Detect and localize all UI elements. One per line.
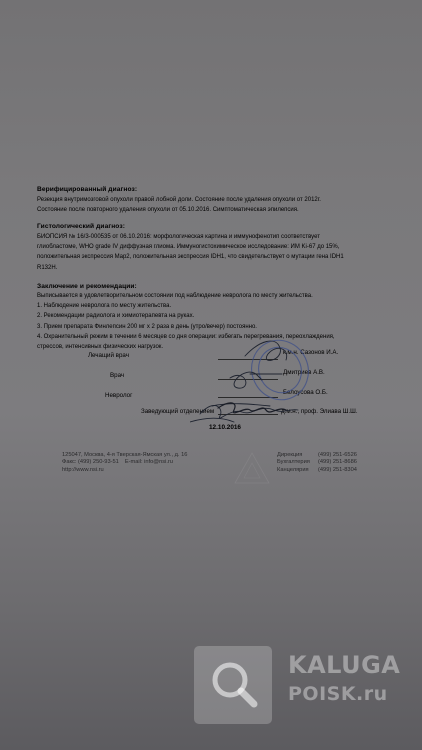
conclusion-line: 1. Наблюдение невролога по месту жительства. [37,303,172,310]
histology-heading: Гистологический диагноз: [37,223,125,230]
diagnosis-text [37,195,321,215]
footer-address-block [62,452,187,474]
faint-logo-icon [232,450,272,486]
signature-role-neurologist: Невролог [105,392,133,399]
diagnosis-line: Резекция внутримозговой опухоли правой лобной доли. Состояние после удаления опухоли от 2012г. [37,197,321,203]
watermark [194,646,422,740]
signature-name-head: д.м.н., проф. Элиава Ш.Ш. [281,408,358,415]
histology-text [37,232,344,273]
footer-contact-label: Канцелярия [277,466,309,473]
footer-contact-label: Дирекция [277,452,303,458]
diagnosis-line: Состояние после повторного удаления опухоли от 05.10.2016. Симптоматическая эпилепсия. [37,207,299,214]
footer-fax: Факс: (499) 250-93-51 [62,459,119,466]
signature-role-attending: Лечащий врач [88,352,129,359]
conclusion-line: стрессов, интенсивных физических нагрузок. [37,344,164,351]
watermark-line2: POISK.ru [288,683,388,705]
histology-line: БИОПСИЯ № 16/3-000535 от 06.10.2016: морфологическая картина и иммунофенотип соответствует [37,234,320,240]
document-date: 12.10.2016 [209,424,241,431]
footer-contact-phone: (499) 251-6526 [318,452,357,458]
signatures-stamp-graphic [190,318,400,440]
histology-line: положительная экспрессия Map2, положительная экспрессия IDH1, что свидетельствует о мутации гена IDH1 [37,254,344,261]
footer-contact-row [277,459,357,466]
footer-site: http://www.nsi.ru [62,466,104,473]
histology-line: R132H. [37,264,58,271]
diagnosis-heading: Верифицированный диагноз: [37,186,138,193]
footer-address: 125047, Москва, 4-я Тверская-Ямская ул., д. 16 [62,452,188,458]
conclusion-line: 2. Рекомендации радиолога и химиотерапевта на руках. [37,313,195,320]
footer-contact-row [277,452,357,459]
footer-contact-row [277,467,357,474]
conclusion-heading: Заключение и рекомендации: [37,283,137,290]
signature-name-neurologist: Белоусова О.Б. [283,389,328,396]
footer-contact-phone: (499) 251-8686 [318,459,357,466]
watermark-line1: KALUGA [288,651,401,679]
conclusion-line: 3. Прием препарата Финлепсин 200 мг х 2 раза в день (утро/вечер) постоянно. [37,323,257,330]
footer-email: E-mail: info@nsi.ru [124,459,173,466]
signature-name-attending: к.м.н. Сазонов И.А. [283,349,339,356]
magnifier-icon [194,646,272,724]
signature-role-doctor: Врач [110,372,125,379]
footer-fax-email [62,459,187,466]
signature-name-doctor: Дмитриев А.В. [283,369,325,376]
conclusion-line: 4. Охранительный режим в течении 6 месяцев со дня операции: избегать перегревания, переохлаждения, [37,333,335,340]
conclusion-line: Выписывается в удовлетворительном состоянии под наблюдение невролога по месту жительства. [37,293,313,299]
watermark-logo-box [194,646,272,724]
histology-line: глиобластоме, WHO grade IV диффузная глиома. Иммуногистохимическое исследование: ИМ Ki-67 до 15%, [37,244,340,251]
stamp-icon [242,331,318,409]
signature-role-head: Заведующий отделением [141,408,215,415]
footer-contact-label: Бухгалтерия [277,459,310,466]
footer-contacts-block [277,452,357,474]
footer-contact-phone: (499) 251-8304 [318,466,357,473]
